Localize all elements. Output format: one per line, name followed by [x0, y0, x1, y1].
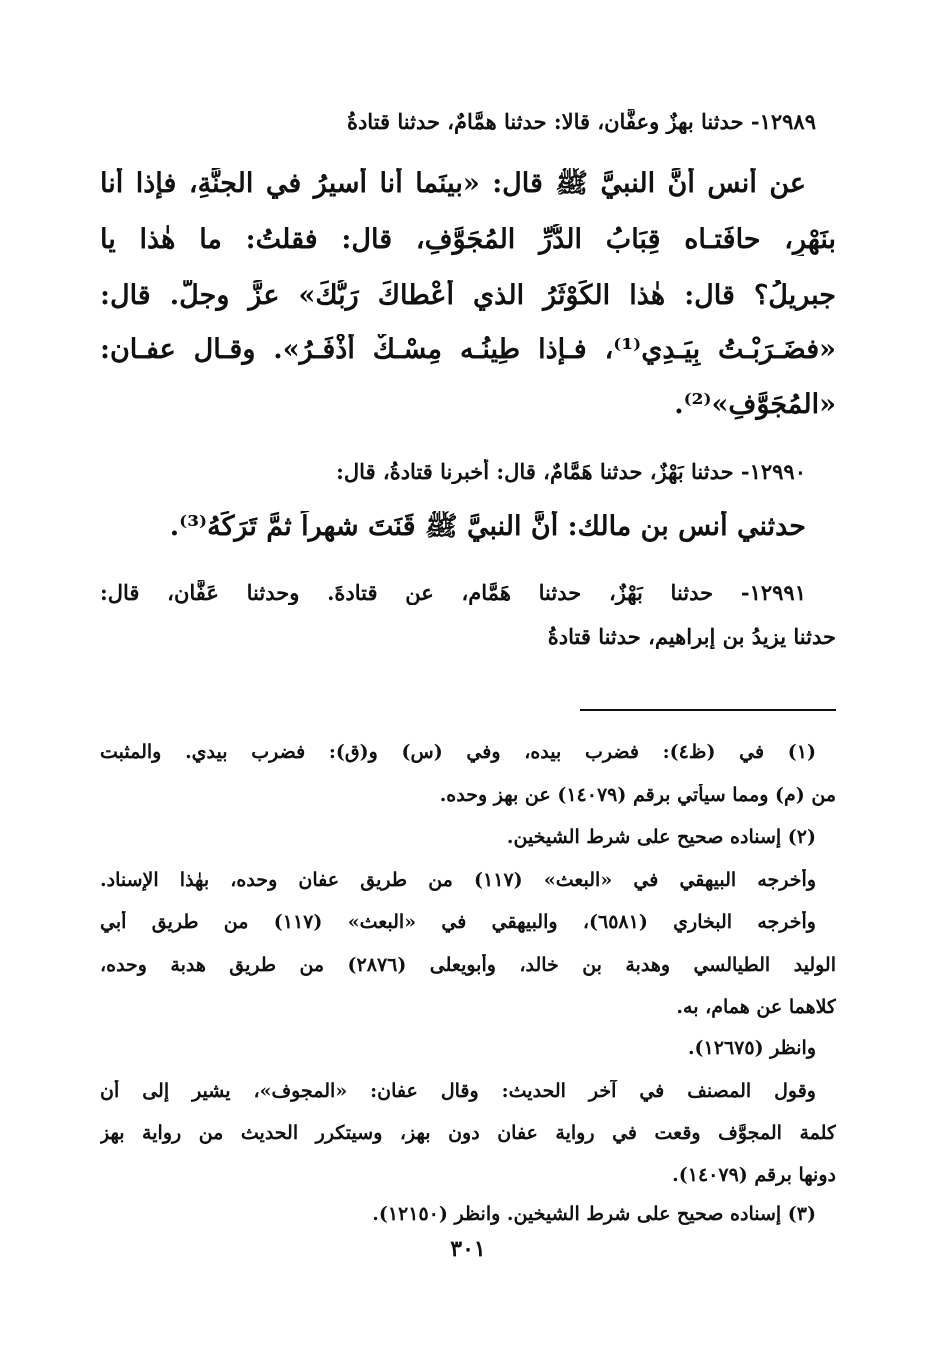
hadith-12990-text: حدثني أنس بن مالك: أَنَّ النبيَّ ﷺ قَنَتَ شهراً ثمَّ تَرَكَهُ⁽³⁾.: [169, 511, 806, 542]
footnote-2-line-1: (٢) إسناده صحيح على شرط الشيخين.: [506, 826, 816, 848]
hadith-12989-line-2: بنَهْرٍ، حافَتـاه قِبَابُ الدُّرِّ المُجَوَّفِ، قال: فقلتُ: ما هٰذا يا: [100, 224, 836, 255]
page-number: ٣٠١: [450, 1236, 486, 1262]
footnote-2-line-9: دونها برقم (١٤٠٧٩).: [672, 1164, 836, 1186]
footnote-2-line-3: وأخرجه البخاري (٦٥٨١)، والبيهقي في «البعث» (١١٧) من طريق أبي: [100, 911, 816, 933]
footnote-1-line-2: من (م) ومما سيأتي برقم (١٤٠٧٩) عن بهز وحده.: [439, 784, 836, 806]
hadith-12991-line-1: ١٢٩٩١- حدثنا بَهْزٌ، حدثنا هَمَّام، عن قتادةَ. وحدثنا عَفَّان، قال:: [100, 580, 806, 605]
hadith-12990-header: ١٢٩٩٠- حدثنا بَهْزٌ، حدثنا هَمَّامٌ، قال: أخبرنا قتادةُ، قال:: [336, 459, 806, 484]
footnote-3-line-1: (٣) إسناده صحيح على شرط الشيخين. وانظر (١٢١٥٠).: [372, 1203, 816, 1225]
footnote-2-line-8: كلمة المجوَّف وقعت في رواية عفان دون بهز، وسيتكرر الحديث من رواية بهز: [100, 1122, 836, 1144]
footnote-2-line-6: وانظر (١٢٦٧٥).: [687, 1037, 816, 1059]
hadith-12989-line-5: «المُجَوَّفِ»⁽²⁾.: [674, 389, 836, 420]
hadith-12989-line-1: عن أنس أنَّ النبيَّ ﷺ قال: «بينَما أنا أسيرُ في الجنَّةِ، فإذا أنا: [100, 168, 806, 199]
hadith-12991-line-2: حدثنا يزيدُ بن إبراهيم، حدثنا قتادةُ: [547, 624, 836, 649]
hadith-12989-line-4: «فضَـرَبْـتُ بِيَـدِي⁽¹⁾، فـإذا طِينُـه مِسْـكٌ أَذْفَـرُ». وقـال عفـان:: [100, 334, 836, 365]
hadith-12989-line-3: جبريلُ؟ قال: هٰذا الكَوْثَرُ الذي أَعْطاكَ رَبُّكَ» عزَّ وجلَّ. قال:: [100, 280, 836, 311]
footnote-separator: [580, 709, 836, 711]
footnote-2-line-2: وأخرجه البيهقي في «البعث» (١١٧) من طريق عفان وحده، بهٰذا الإسناد.: [100, 869, 816, 891]
footnote-1-line-1: (١) في (ظ٤): فضرب بيده، وفي (س) و(ق): فضرب بيدي. والمثبت: [100, 741, 816, 763]
footnote-2-line-5: كلاهما عن همام، به.: [676, 996, 836, 1018]
footnote-2-line-7: وقول المصنف في آخر الحديث: وقال عفان: «المجوف»، يشير إلى أن: [100, 1080, 816, 1102]
footnote-2-line-4: الوليد الطيالسي وهدبة بن خالد، وأبويعلى (٢٨٧٦) من طريق هدبة وحده،: [100, 954, 836, 976]
hadith-12989-header: ١٢٩٨٩- حدثنا بهزٌ وعفَّان، قالا: حدثنا همَّامٌ، حدثنا قتادةُ: [346, 109, 816, 134]
